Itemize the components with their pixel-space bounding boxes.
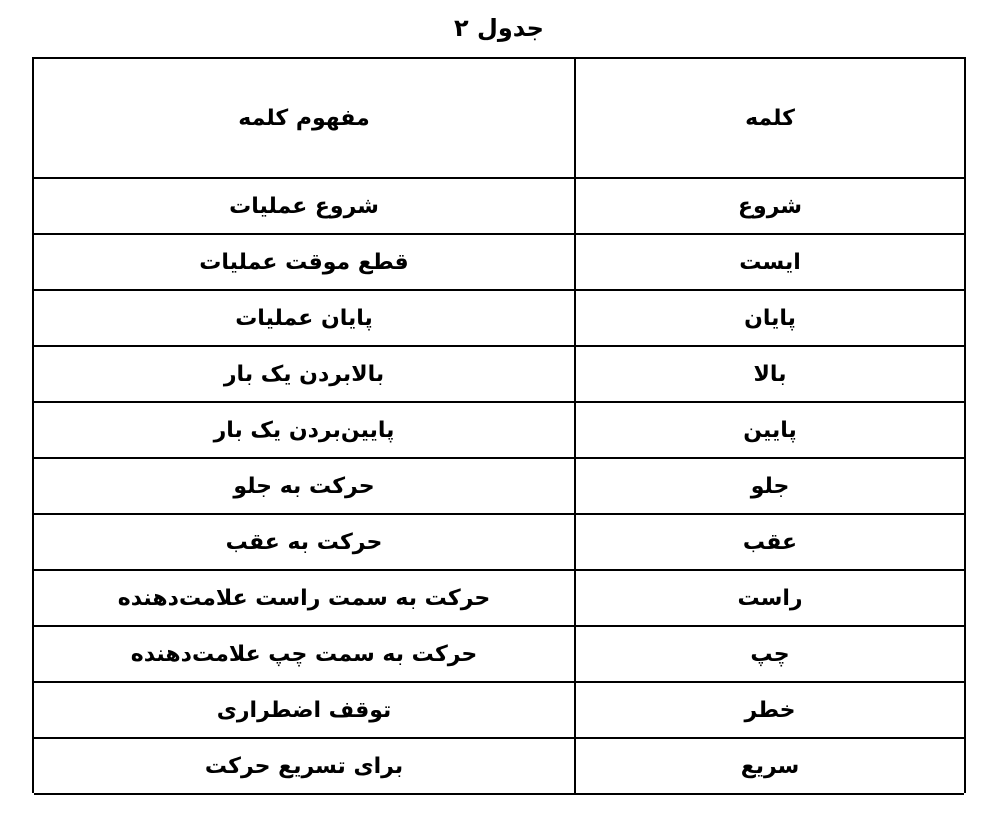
meaning-cell: حرکت به عقب <box>225 529 383 555</box>
meaning-cell: قطع موقت عملیات <box>199 249 409 275</box>
word-cell: چپ <box>574 627 964 681</box>
table-row <box>34 515 964 571</box>
meaning-cell: برای تسریع حرکت <box>204 753 404 779</box>
meaning-cell: حرکت به سمت چپ علامت‌دهنده <box>130 641 478 667</box>
meaning-cell: حرکت به سمت راست علامت‌دهنده <box>117 585 491 611</box>
word-cell: جلو <box>574 459 964 513</box>
table-title: جدول ۲ <box>454 14 544 42</box>
header-meaning: مفهوم کلمه <box>238 105 370 131</box>
header-word: کلمه <box>574 59 964 177</box>
word-cell: پایان <box>574 291 964 345</box>
signals-table <box>32 57 966 793</box>
word-cell: عقب <box>574 515 964 569</box>
meaning-cell: بالابردن یک بار <box>223 361 385 387</box>
table-row <box>34 235 964 291</box>
meaning-cell: توقف اضطراری <box>216 697 392 723</box>
word-cell: پایین <box>574 403 964 457</box>
meaning-cell: حرکت به جلو <box>233 473 375 499</box>
table-row <box>34 347 964 403</box>
table-row <box>34 683 964 739</box>
word-cell: شروع <box>574 179 964 233</box>
table-row <box>34 739 964 795</box>
table-row <box>34 459 964 515</box>
table-row <box>34 571 964 627</box>
word-cell: بالا <box>574 347 964 401</box>
table-header-row <box>34 59 964 179</box>
table-row <box>34 627 964 683</box>
meaning-cell: شروع عملیات <box>229 193 379 219</box>
table-row <box>34 291 964 347</box>
word-cell: راست <box>574 571 964 625</box>
word-cell: خطر <box>574 683 964 737</box>
word-cell: سریع <box>574 739 964 793</box>
word-cell: ایست <box>574 235 964 289</box>
table-row <box>34 403 964 459</box>
meaning-cell: پایین‌بردن یک بار <box>213 417 395 443</box>
table-row <box>34 179 964 235</box>
meaning-cell: پایان عملیات <box>235 305 373 331</box>
